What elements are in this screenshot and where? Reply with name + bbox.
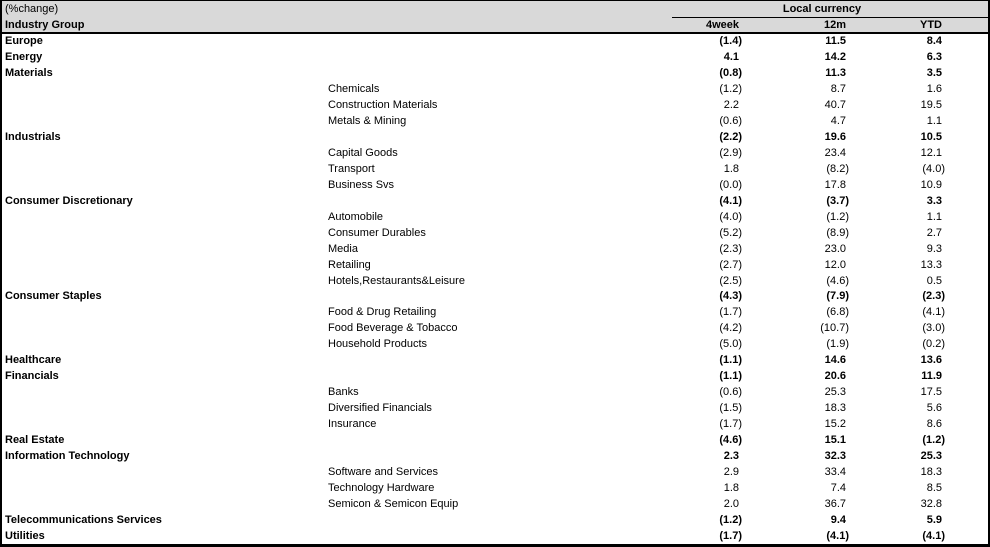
table-body bbox=[2, 34, 988, 544]
value-cell-12m: 23.4 bbox=[824, 147, 846, 160]
industry-subgroup-label: Semicon & Semicon Equip bbox=[328, 498, 459, 510]
table-row bbox=[2, 177, 988, 193]
value-cell-4week: (2.7) bbox=[719, 258, 742, 271]
industry-subgroup-label: Software and Services bbox=[328, 466, 439, 478]
value-cell-ytd: 3.5 bbox=[926, 67, 942, 80]
value-cell-4week: (1.7) bbox=[719, 529, 742, 542]
value-cell-4week: (4.0) bbox=[719, 210, 742, 223]
table-row bbox=[2, 50, 988, 66]
industry-group-label: Telecommunications Services bbox=[5, 514, 162, 526]
value-cell-4week: 2.2 bbox=[723, 99, 739, 112]
value-cell-12m: 12.0 bbox=[824, 258, 846, 271]
value-cell-ytd: 0.5 bbox=[926, 274, 942, 287]
table-row bbox=[2, 321, 988, 337]
industry-subgroup-label: Hotels,Restaurants&Leisure bbox=[328, 275, 465, 287]
value-cell-ytd: 8.6 bbox=[926, 417, 942, 430]
industry-subgroup-label: Technology Hardware bbox=[328, 482, 435, 494]
value-cell-ytd: 17.5 bbox=[920, 386, 942, 399]
value-cell-ytd: 1.6 bbox=[926, 83, 942, 96]
table-row bbox=[2, 417, 988, 433]
table-row bbox=[2, 130, 988, 146]
column-header-12m: 12m bbox=[823, 19, 846, 31]
industry-group-column-header: Industry Group bbox=[5, 19, 85, 31]
value-cell-12m: 17.8 bbox=[824, 178, 846, 191]
value-cell-ytd: 12.1 bbox=[920, 147, 942, 160]
value-cell-12m: (10.7) bbox=[820, 322, 849, 335]
value-cell-12m: 11.3 bbox=[825, 67, 846, 80]
industry-group-label: Healthcare bbox=[5, 355, 62, 367]
column-header-ytd: YTD bbox=[920, 19, 942, 31]
value-cell-12m: 14.6 bbox=[824, 354, 846, 367]
value-cell-12m: (1.9) bbox=[826, 338, 849, 351]
table-row bbox=[2, 66, 988, 82]
table-row bbox=[2, 82, 988, 98]
value-cell-12m: 23.0 bbox=[824, 242, 846, 255]
industry-group-label: Materials bbox=[5, 68, 53, 80]
industry-subgroup-label: Food Beverage & Tobacco bbox=[328, 323, 458, 335]
value-cell-4week: (1.7) bbox=[719, 417, 742, 430]
table-row bbox=[2, 241, 988, 257]
industry-subgroup-label: Banks bbox=[328, 387, 359, 399]
industry-subgroup-label: Automobile bbox=[328, 211, 384, 223]
value-cell-4week: (0.6) bbox=[719, 115, 742, 128]
value-cell-12m: 11.5 bbox=[825, 35, 846, 48]
value-cell-ytd: 5.6 bbox=[926, 402, 942, 415]
value-cell-ytd: 9.3 bbox=[926, 242, 942, 255]
industry-subgroup-label: Household Products bbox=[328, 339, 428, 351]
value-cell-4week: (2.3) bbox=[719, 242, 742, 255]
column-header-4week: 4week bbox=[705, 19, 739, 31]
value-cell-4week: (4.6) bbox=[719, 433, 742, 446]
table-row bbox=[2, 385, 988, 401]
table-row bbox=[2, 353, 988, 369]
value-cell-ytd: (2.3) bbox=[922, 290, 945, 303]
value-cell-ytd: (4.0) bbox=[922, 162, 945, 175]
value-cell-12m: 14.2 bbox=[824, 51, 846, 64]
table-row bbox=[2, 289, 988, 305]
industry-subgroup-label: Chemicals bbox=[328, 84, 380, 96]
value-cell-ytd: 32.8 bbox=[920, 497, 942, 510]
industry-group-label: Consumer Discretionary bbox=[5, 195, 133, 207]
industry-subgroup-label: Retailing bbox=[328, 259, 371, 271]
value-cell-ytd: 3.3 bbox=[926, 194, 942, 207]
value-cell-ytd: 18.3 bbox=[920, 465, 942, 478]
value-cell-12m: (3.7) bbox=[826, 194, 849, 207]
value-cell-ytd: 11.9 bbox=[921, 370, 942, 383]
table-row bbox=[2, 464, 988, 480]
industry-group-label: Utilities bbox=[5, 530, 45, 542]
value-cell-12m: 18.3 bbox=[824, 402, 846, 415]
value-cell-4week: (0.6) bbox=[719, 386, 742, 399]
industry-subgroup-label: Consumer Durables bbox=[328, 227, 426, 239]
table-row bbox=[2, 496, 988, 512]
value-cell-12m: (6.8) bbox=[826, 306, 849, 319]
value-cell-12m: 9.4 bbox=[830, 513, 846, 526]
value-cell-ytd: (4.1) bbox=[922, 529, 945, 542]
industry-subgroup-label: Metals & Mining bbox=[328, 116, 407, 128]
value-cell-ytd: 10.9 bbox=[920, 178, 942, 191]
table-row bbox=[2, 273, 988, 289]
industry-group-label: Europe bbox=[5, 36, 43, 48]
table-row bbox=[2, 225, 988, 241]
header-row-columns bbox=[2, 18, 988, 32]
units-label: (%change) bbox=[5, 3, 59, 15]
value-cell-12m: 32.3 bbox=[824, 449, 846, 462]
industry-subgroup-label: Transport bbox=[328, 163, 375, 175]
table-row bbox=[2, 448, 988, 464]
value-cell-12m: 7.4 bbox=[830, 481, 846, 494]
table-row bbox=[2, 114, 988, 130]
industry-group-label: Information Technology bbox=[5, 450, 130, 462]
industry-group-label: Energy bbox=[5, 52, 43, 64]
value-cell-4week: (2.2) bbox=[719, 131, 742, 144]
table-row bbox=[2, 193, 988, 209]
value-cell-4week: (4.1) bbox=[719, 194, 742, 207]
value-cell-4week: (1.1) bbox=[719, 354, 742, 367]
value-cell-12m: (8.2) bbox=[826, 162, 849, 175]
value-cell-12m: (4.1) bbox=[826, 529, 849, 542]
table-row bbox=[2, 432, 988, 448]
value-cell-4week: 4.1 bbox=[723, 51, 739, 64]
table-row bbox=[2, 401, 988, 417]
table-row bbox=[2, 34, 988, 50]
value-cell-4week: (2.5) bbox=[719, 274, 742, 287]
value-cell-12m: (8.9) bbox=[826, 226, 849, 239]
value-cell-ytd: (1.2) bbox=[922, 433, 945, 446]
value-cell-4week: (0.0) bbox=[719, 178, 742, 191]
value-cell-4week: 2.0 bbox=[723, 497, 739, 510]
industry-subgroup-label: Construction Materials bbox=[328, 100, 438, 112]
industry-subgroup-label: Diversified Financials bbox=[328, 403, 432, 415]
industry-subgroup-label: Insurance bbox=[328, 418, 377, 430]
value-cell-4week: (2.9) bbox=[719, 147, 742, 160]
value-cell-4week: (1.2) bbox=[719, 83, 742, 96]
value-cell-ytd: 10.5 bbox=[920, 131, 942, 144]
value-cell-4week: 1.8 bbox=[723, 162, 739, 175]
value-cell-ytd: (4.1) bbox=[922, 306, 945, 319]
value-cell-12m: 8.7 bbox=[830, 83, 846, 96]
table-row bbox=[2, 337, 988, 353]
industry-group-label: Consumer Staples bbox=[5, 291, 102, 303]
value-cell-4week: (1.2) bbox=[719, 513, 742, 526]
value-cell-4week: (5.2) bbox=[719, 226, 742, 239]
industry-subgroup-label: Food & Drug Retailing bbox=[328, 307, 437, 319]
value-cell-12m: 40.7 bbox=[824, 99, 846, 112]
table-row bbox=[2, 162, 988, 178]
industry-group-label: Industrials bbox=[5, 132, 61, 144]
value-cell-4week: (5.0) bbox=[719, 338, 742, 351]
table-row bbox=[2, 305, 988, 321]
value-cell-ytd: (3.0) bbox=[922, 322, 945, 335]
table-row bbox=[2, 369, 988, 385]
value-cell-12m: 4.7 bbox=[830, 115, 846, 128]
value-cell-ytd: 1.1 bbox=[926, 210, 942, 223]
value-cell-4week: (4.2) bbox=[719, 322, 742, 335]
value-cell-ytd: 2.7 bbox=[926, 226, 942, 239]
value-cell-12m: (4.6) bbox=[826, 274, 849, 287]
value-cell-ytd: 6.3 bbox=[926, 51, 942, 64]
industry-group-label: Financials bbox=[5, 371, 59, 383]
currency-group-header: Local currency bbox=[672, 1, 988, 18]
industry-subgroup-label: Media bbox=[328, 243, 358, 255]
value-cell-12m: 33.4 bbox=[824, 465, 846, 478]
value-cell-12m: (1.2) bbox=[826, 210, 849, 223]
value-cell-ytd: 25.3 bbox=[920, 449, 942, 462]
industry-subgroup-label: Capital Goods bbox=[328, 148, 398, 160]
value-cell-ytd: 13.6 bbox=[920, 354, 942, 367]
value-cell-4week: 2.3 bbox=[723, 449, 739, 462]
value-cell-4week: (1.7) bbox=[719, 306, 742, 319]
value-cell-ytd: 19.5 bbox=[920, 99, 942, 112]
table-row bbox=[2, 146, 988, 162]
value-cell-12m: 15.1 bbox=[824, 433, 846, 446]
table-row bbox=[2, 512, 988, 528]
value-cell-4week: (1.1) bbox=[719, 370, 742, 383]
value-cell-12m: 19.6 bbox=[824, 131, 846, 144]
value-cell-4week: (1.4) bbox=[719, 35, 742, 48]
table-row bbox=[2, 209, 988, 225]
table-row bbox=[2, 257, 988, 273]
industry-group-label: Real Estate bbox=[5, 434, 65, 446]
value-cell-4week: (1.5) bbox=[719, 402, 742, 415]
value-cell-ytd: 1.1 bbox=[926, 115, 942, 128]
value-cell-12m: (7.9) bbox=[826, 290, 849, 303]
value-cell-ytd: 8.4 bbox=[926, 35, 942, 48]
value-cell-4week: (4.3) bbox=[719, 290, 742, 303]
value-cell-4week: 1.8 bbox=[723, 481, 739, 494]
value-cell-ytd: (0.2) bbox=[922, 338, 945, 351]
table-row bbox=[2, 528, 988, 544]
value-cell-ytd: 13.3 bbox=[920, 258, 942, 271]
value-cell-4week: (0.8) bbox=[719, 67, 742, 80]
value-cell-4week: 2.9 bbox=[723, 465, 739, 478]
value-cell-12m: 20.6 bbox=[824, 370, 846, 383]
value-cell-ytd: 8.5 bbox=[926, 481, 942, 494]
table-row bbox=[2, 480, 988, 496]
value-cell-12m: 15.2 bbox=[824, 417, 846, 430]
value-cell-ytd: 5.9 bbox=[926, 513, 942, 526]
value-cell-12m: 25.3 bbox=[824, 386, 846, 399]
industry-subgroup-label: Business Svs bbox=[328, 179, 395, 191]
table-row bbox=[2, 98, 988, 114]
header-row-top bbox=[2, 1, 988, 18]
value-cell-12m: 36.7 bbox=[824, 497, 846, 510]
table-header bbox=[2, 1, 988, 34]
